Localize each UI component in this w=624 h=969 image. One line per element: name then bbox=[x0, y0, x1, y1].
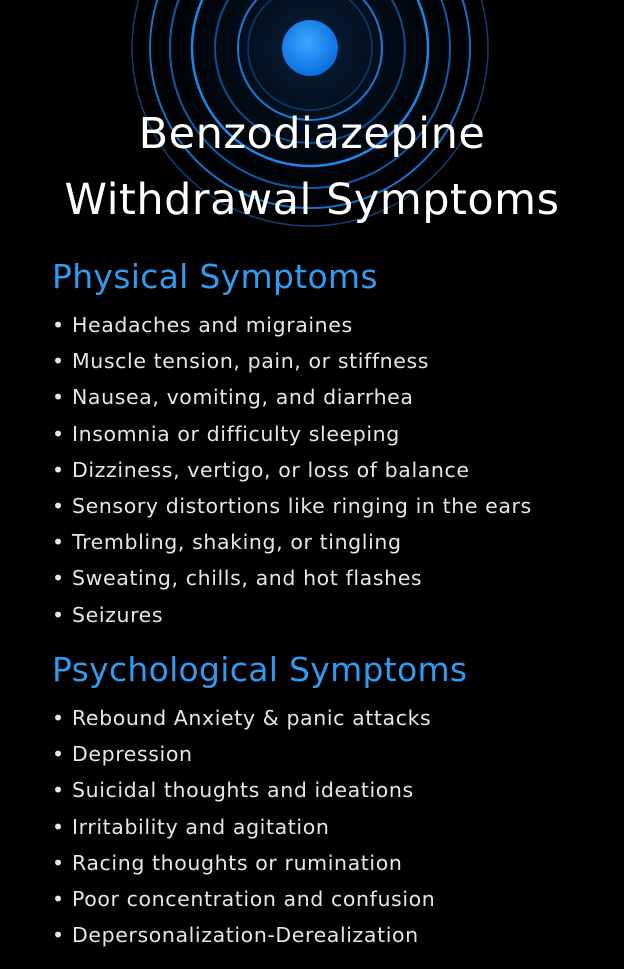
physical-symptoms-heading: Physical Symptoms bbox=[52, 257, 378, 296]
psychological-symptoms-heading: Psychological Symptoms bbox=[52, 650, 468, 689]
item-text: Irritability and agitation bbox=[72, 814, 330, 839]
item-text: Racing thoughts or rumination bbox=[72, 850, 403, 875]
item-text: Depression bbox=[72, 742, 193, 767]
list-item bbox=[52, 597, 532, 633]
physical-symptoms-list bbox=[52, 307, 532, 633]
list-item bbox=[52, 881, 435, 917]
list-item bbox=[52, 560, 532, 596]
item-text: Headaches and migraines bbox=[72, 313, 353, 337]
bullet-icon: • bbox=[52, 421, 65, 446]
list-item bbox=[52, 488, 532, 524]
list-item bbox=[52, 736, 435, 772]
item-text: Rebound Anxiety & panic attacks bbox=[72, 706, 432, 730]
bullet-icon: • bbox=[52, 530, 65, 555]
bullet-icon: • bbox=[52, 566, 65, 591]
bullet-icon: • bbox=[52, 706, 65, 730]
item-text: Dizziness, vertigo, or loss of balance bbox=[72, 457, 470, 482]
bullet-icon: • bbox=[52, 313, 65, 337]
bullet-icon: • bbox=[52, 349, 65, 374]
list-item bbox=[52, 524, 532, 560]
bullet-icon: • bbox=[52, 850, 65, 875]
bullet-icon: • bbox=[52, 923, 65, 948]
item-text: Nausea, vomiting, and diarrhea bbox=[72, 385, 414, 410]
bullet-icon: • bbox=[52, 814, 65, 839]
list-item bbox=[52, 379, 532, 415]
list-item bbox=[52, 700, 435, 736]
bullet-icon: • bbox=[52, 494, 65, 519]
psychological-symptoms-list bbox=[52, 700, 435, 953]
list-item bbox=[52, 917, 435, 953]
list-item bbox=[52, 809, 435, 845]
list-item bbox=[52, 772, 435, 808]
bullet-icon: • bbox=[52, 742, 65, 767]
item-text: Poor concentration and confusion bbox=[72, 887, 436, 912]
item-text: Suicidal thoughts and ideations bbox=[72, 778, 414, 803]
list-item bbox=[52, 452, 532, 488]
list-item bbox=[52, 307, 532, 343]
list-item bbox=[52, 343, 532, 379]
item-text: Muscle tension, pain, or stiffness bbox=[72, 349, 430, 374]
list-item bbox=[52, 845, 435, 881]
item-text: Insomnia or difficulty sleeping bbox=[72, 421, 400, 446]
bullet-icon: • bbox=[52, 457, 65, 482]
bullet-icon: • bbox=[52, 887, 65, 912]
title-line-2: Withdrawal Symptoms bbox=[64, 175, 560, 225]
item-text: Depersonalization-Derealization bbox=[72, 923, 419, 948]
item-text: Trembling, shaking, or tingling bbox=[72, 530, 402, 555]
bullet-icon: • bbox=[52, 602, 65, 627]
glowing-dot bbox=[282, 20, 338, 76]
bullet-icon: • bbox=[52, 385, 65, 410]
bullet-icon: • bbox=[52, 778, 65, 803]
title-line-1: Benzodiazepine bbox=[138, 109, 486, 159]
list-item bbox=[52, 416, 532, 452]
item-text: Sensory distortions like ringing in the ears bbox=[72, 494, 532, 519]
item-text: Sweating, chills, and hot flashes bbox=[72, 566, 423, 591]
item-text: Seizures bbox=[72, 602, 164, 627]
